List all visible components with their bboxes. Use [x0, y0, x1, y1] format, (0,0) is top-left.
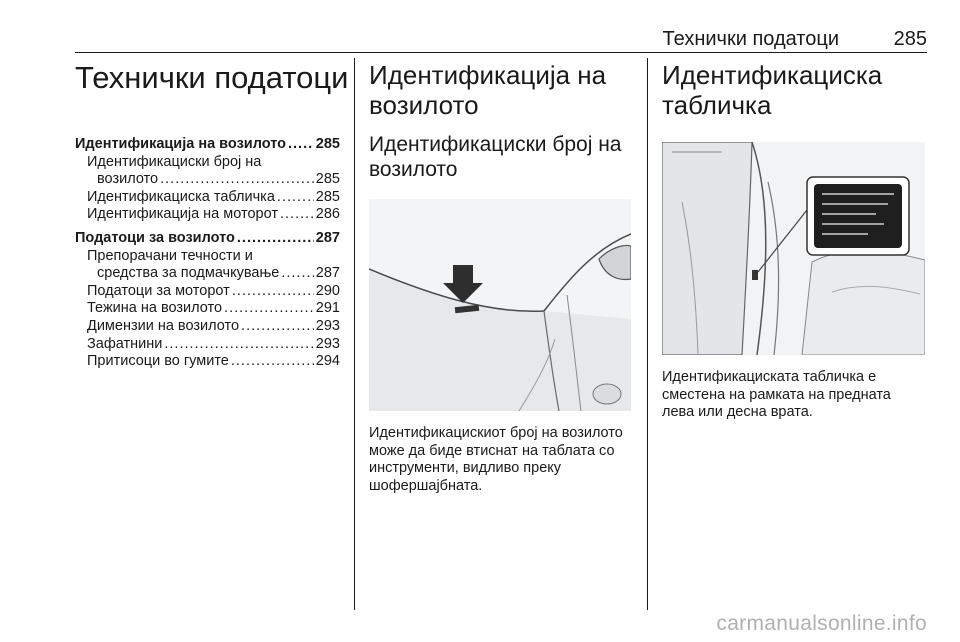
column-divider-2 — [647, 58, 648, 610]
toc-item[interactable]: Идентификациска табличка ..... 285 — [75, 189, 340, 207]
toc-item[interactable]: Идентификација на моторот ..... 286 — [75, 206, 340, 224]
toc-item[interactable]: Димензии на возилото ..... 293 — [75, 318, 340, 336]
toc-column — [75, 60, 349, 377]
toc-item[interactable]: Тежина на возилото ..... 291 — [75, 300, 340, 318]
toc-item[interactable]: Податоци за моторот ..... 290 — [75, 283, 340, 301]
toc-item[interactable]: Препорачани течности и — [87, 247, 253, 264]
plate-caption: Идентификациската табличка е сместена на рамката на предната лева или десна врата. — [662, 369, 891, 421]
vin-column — [369, 60, 633, 495]
plate-figure — [662, 142, 925, 355]
plate-column — [662, 60, 927, 422]
vin-figure — [369, 199, 631, 411]
column-divider-1 — [354, 58, 355, 610]
toc-item[interactable]: Притисоци во гумите ..... 294 — [75, 353, 340, 371]
toc-item-cont[interactable]: возилото ..... 285 — [75, 171, 340, 189]
chapter-title: Технички податоци — [75, 60, 349, 95]
vin-caption: Идентификацискиот број на возилото може да биде втиснат на таблата со инструменти, видливо преку шофершајбната. — [369, 425, 623, 494]
toc-item-cont[interactable]: средства за подмачкување ..... 287 — [75, 265, 340, 283]
table-of-contents — [75, 136, 340, 371]
toc-heading[interactable]: Идентификација на возилото ..... 285 — [75, 136, 340, 154]
page-header — [75, 26, 927, 50]
header-title: Технички податоци — [662, 28, 839, 50]
header-page-number: 285 — [893, 28, 927, 50]
vin-subtitle: Идентификациски број на возилото — [369, 133, 622, 181]
toc-heading[interactable]: Податоци за возилото ..... 287 — [75, 230, 340, 248]
door-frame-illustration — [662, 142, 925, 355]
toc-group — [75, 136, 340, 224]
windshield-illustration — [369, 199, 631, 411]
toc-item[interactable]: Идентификациски број на — [87, 153, 262, 170]
header-rule — [75, 52, 927, 53]
plate-title: Идентификациска табличка — [662, 60, 883, 120]
section-title: Идентификација на возилото — [369, 60, 607, 120]
toc-item[interactable]: Зафатнини ..... 293 — [75, 336, 340, 354]
toc-group — [75, 230, 340, 371]
watermark: carmanualsonline.info — [716, 612, 927, 635]
